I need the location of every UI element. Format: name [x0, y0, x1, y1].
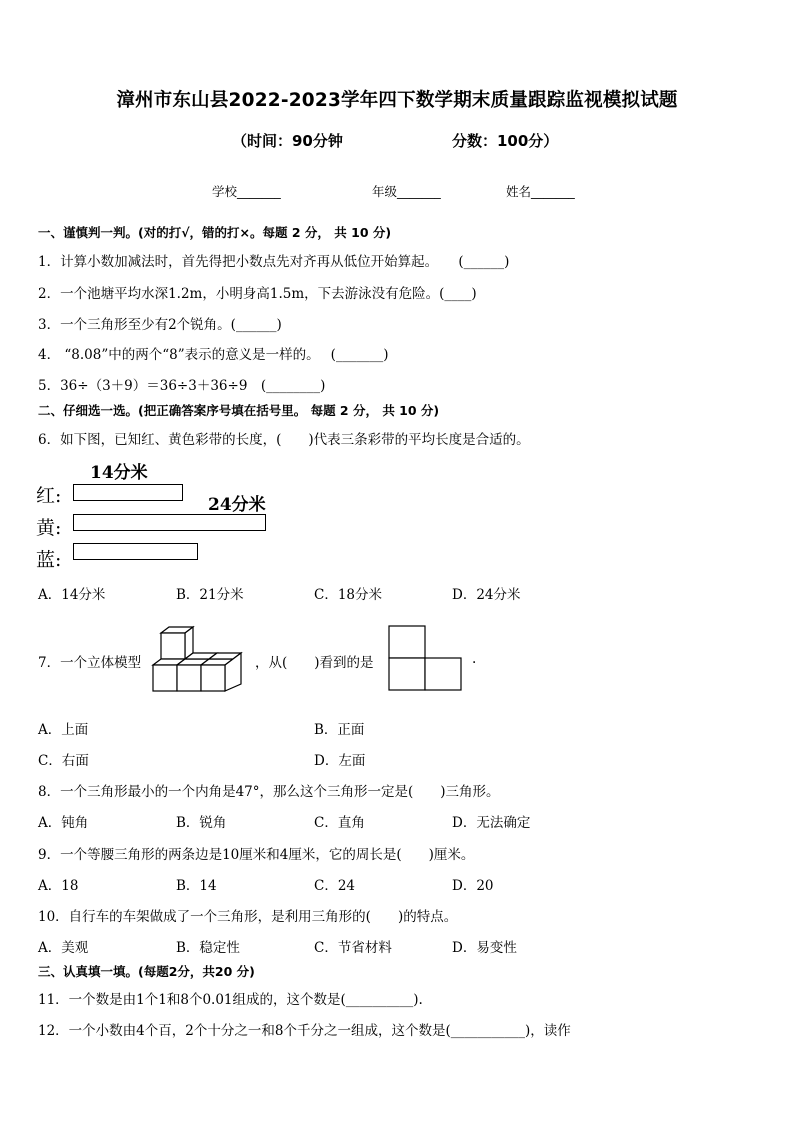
red-length-label: 14分米	[90, 463, 148, 483]
view-square-top	[389, 626, 425, 658]
q6-option-c: C．18分米	[314, 587, 383, 603]
blue-label: 蓝:	[36, 549, 62, 571]
question-7-part-a: 7．一个立体模型	[38, 655, 142, 671]
q6-option-d: D．24分米	[452, 587, 521, 603]
yellow-ribbon	[73, 514, 266, 531]
exam-title: 漳州市东山县2022-2023学年四下数学期末质量跟踪监视模拟试题	[116, 90, 678, 111]
cube-front-2	[177, 665, 201, 691]
question-7-part-c: .	[472, 651, 477, 667]
question-12: 12．一个小数由4个百，2个十分之一和8个千分之一组成，这个数是(___________)，读作	[38, 1023, 571, 1039]
q8-option-b: B．锐角	[176, 815, 227, 831]
view-square-bottom-right	[425, 658, 461, 690]
q7-option-d: D．左面	[314, 753, 366, 769]
cube-model-figure	[150, 624, 245, 694]
question-8: 8．一个三角形最小的一个内角是47°，那么这个三角形一定是( )三角形。	[38, 784, 500, 800]
question-5: 5．36÷（3＋9）＝36÷3＋36÷9 (________)	[38, 378, 326, 394]
q10-option-a: A．美观	[38, 940, 89, 956]
view-square-bottom-left	[389, 658, 425, 690]
q7-option-a: A．上面	[38, 722, 89, 738]
red-ribbon	[73, 484, 183, 501]
q10-option-b: B．稳定性	[176, 940, 240, 956]
section-1-heading: 一、谨慎判一判。(对的打√，错的打×。每题 2 分， 共 10 分)	[38, 225, 392, 240]
q8-option-a: A．钝角	[38, 815, 89, 831]
q7-option-b: B．正面	[314, 722, 365, 738]
q8-option-d: D．无法确定	[452, 815, 531, 831]
q8-option-c: C．直角	[314, 815, 365, 831]
yellow-length-label: 24分米	[208, 495, 266, 515]
grade-field: 年级_______	[372, 184, 441, 199]
question-2: 2．一个池塘平均水深1.2m，小明身高1.5m，下去游泳没有危险。(____)	[38, 286, 477, 302]
q9-option-b: B．14	[176, 878, 217, 894]
q9-option-c: C．24	[314, 878, 356, 894]
q9-option-a: A．18	[38, 878, 79, 894]
q6-option-b: B．21分米	[176, 587, 244, 603]
question-6: 6．如下图，已知红、黄色彩带的长度，( )代表三条彩带的平均长度是合适的。	[38, 432, 530, 448]
question-9: 9．一个等腰三角形的两条边是10厘米和4厘米，它的周长是( )厘米。	[38, 847, 475, 863]
question-1: 1．计算小数加减法时，首先得把小数点先对齐再从低位开始算起。 (______)	[38, 254, 510, 270]
q7-option-c: C．右面	[38, 753, 89, 769]
question-3: 3．一个三角形至少有2个锐角。(______)	[38, 317, 282, 333]
exam-score: 分数：100分）	[452, 132, 559, 150]
section-3-heading: 三、认真填一填。(每题2分，共20 分)	[38, 964, 255, 979]
question-10: 10．自行车的车架做成了一个三角形，是利用三角形的( )的特点。	[38, 909, 458, 925]
section-2-heading: 二、仔细选一选。(把正确答案序号填在括号里。 每题 2 分， 共 10 分)	[38, 403, 440, 418]
q6-option-a: A．14分米	[38, 587, 106, 603]
view-shape-figure	[388, 625, 464, 691]
q10-option-d: D．易变性	[452, 940, 517, 956]
blue-ribbon	[73, 543, 198, 560]
question-11: 11．一个数是由1个1和8个0.01组成的，这个数是(__________).	[38, 992, 423, 1008]
cube-front-3	[201, 665, 225, 691]
q9-option-d: D．20	[452, 878, 494, 894]
cube-top-front	[161, 633, 185, 659]
name-field: 姓名_______	[506, 184, 575, 199]
school-field: 学校_______	[212, 184, 281, 199]
question-7-part-b: ，从( )看到的是	[255, 655, 374, 671]
exam-time: （时间：90分钟	[232, 132, 343, 150]
question-4: 4． “8.08”中的两个“8”表示的意义是一样的。 (_______)	[38, 347, 389, 363]
q10-option-c: C．节省材料	[314, 940, 392, 956]
cube-front-1	[153, 665, 177, 691]
red-label: 红:	[36, 485, 62, 507]
yellow-label: 黄:	[36, 517, 62, 539]
